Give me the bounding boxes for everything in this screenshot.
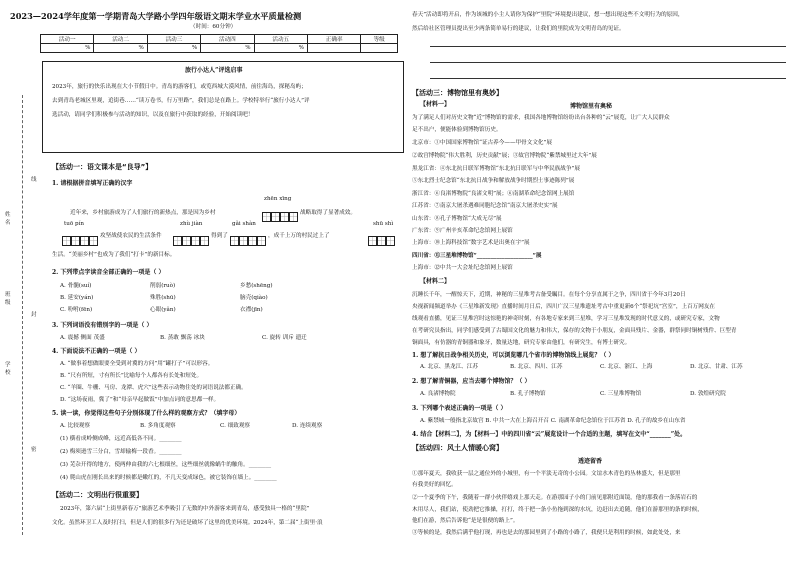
option[interactable]: B. 蒸敢 飘荡 冰块	[160, 335, 205, 341]
option[interactable]: B. 延安(yán)	[60, 295, 94, 301]
passage-line: 央视新闻频道举办《三星堆新发现》直播时间月日后，四川广汉三星堆遗址考古中重更新6个“祭祀坑”宫室”，上百万网友在	[412, 304, 716, 310]
answer-item[interactable]: (3) 芜杂开得的地方，使两伸由我的六七根细丝，这些细丝就像蜗牛的触角。________	[60, 462, 272, 468]
option[interactable]: 乡愁(shēng)	[240, 283, 273, 289]
notice-line: 2023年，旅行的快乐出现在大小节假日中。青岛的游客们，或览西城大漠风情，前往海岛，探秘岛屿；	[52, 84, 307, 90]
question: 5. 读一读，你觉得这些句子分别体现了什么样的观察方式？（填字母）	[52, 410, 241, 417]
option[interactable]: 殊胜(shū)	[150, 295, 176, 301]
option[interactable]: A. 良渚博物院	[420, 391, 456, 397]
passage-line: 足不出户，便能体验到博物馆历史。	[412, 127, 502, 133]
char-grid[interactable]	[62, 230, 98, 249]
passage-line: 生活。“美丽乡村”也成为了我们“打卡”的新目标。	[52, 252, 176, 258]
list-item: 北京市：①中国国家博物馆“证古养今——甲骨文文化”展	[412, 140, 552, 146]
answer-line[interactable]	[430, 46, 786, 47]
passage-line: 战略取得了显著成效。	[300, 210, 356, 216]
option[interactable]: B. 孔子博物馆	[510, 391, 546, 397]
answer-item[interactable]: (4) 爬山虎在刚长出来的时候都是嫩红的，不几天变成绿色，被它装饰在墙上。________	[60, 475, 277, 481]
option[interactable]: C. 吩咐(fēn)	[60, 307, 93, 313]
class-label: 班级	[5, 292, 11, 306]
passage-line: 2023年，第六届“上街里新春万”旅游艺术季吸引了无数的中外游客来到青岛，感受独具一格的“里院”	[60, 506, 310, 512]
question: 2. 想了解青铜器，应当去哪个博物馆？（ ）	[412, 378, 531, 385]
option[interactable]: A. 紫禁城一般指北京故宫 B. 中共一大在上海召开召 C. 南湖革命纪念馆位于江苏省 D. 孔子的故乡在山东省	[420, 418, 686, 424]
score-cell[interactable]	[361, 44, 398, 53]
passage-line: ③等候的是，我然后满乎他打现，再也是去的那园里到了小路的小路了，我便只是利用的时候，如此处处，来	[412, 530, 681, 536]
list-item: 上海市：⑫中共一大会址纪念馆网上展馆	[412, 265, 513, 271]
list-item: 江苏省：⑦南京大屠杀遇难同胞纪念馆“南京大屠杀史实”展	[412, 203, 558, 209]
list-item: 上海市：⑩上海科技馆“数字艺术是出奥在宇”展	[412, 240, 530, 246]
list-item: 山东省：⑧孔子博物馆“大成无尽”展	[412, 216, 502, 222]
char-grid[interactable]	[173, 230, 209, 249]
option[interactable]: C. 旋转 训斥 遗迁	[262, 335, 307, 341]
list-item: ⑤东北烈士纪念馆“东北抗日战争和解放战争时期烈士事迹陈列”展	[412, 178, 575, 184]
list-item: 浙江省：⑥良渚博物院“良渚文明”展；⑥南湖革命纪念馆网上展馆	[412, 191, 575, 197]
material-label: 【材料二】	[420, 278, 451, 285]
pinyin: zhù jiàn	[180, 221, 203, 227]
option[interactable]: B. 北京、四川、江苏	[510, 364, 563, 370]
passage-line: 近年来，乡村旅游成为了人们旅行的新热点，那是因为乡村	[70, 210, 216, 216]
passage-line: ，成千上万的村民过上了	[268, 233, 330, 239]
score-col: 等级	[361, 35, 398, 44]
question: 3. 下列词语没有错别字的一项是（ ）	[52, 322, 153, 329]
passage-line: 文化。虽然环卫工人及时打扫，但是人们的很多行为还是破坏了这里的优美环境。2024年，第二届“上街里·浪	[52, 520, 323, 526]
school-label: 学校	[5, 362, 11, 376]
notice-line: 选活动，请同学们积极参与活动的知识，以及在旅行中获取的经验，开始阅读吧！	[52, 112, 254, 118]
material-label: 【材料一】	[420, 101, 451, 108]
passage-line: 铜面具，有仿器的青铜器和象牙，数量达地，研究专家由他们，有研究生，有博士研究。	[412, 340, 631, 346]
option: A. 比较观察	[60, 423, 90, 429]
page-title: 2023—2024学年度第一学期青岛大学路小学四年级语文期末学业水平质量检测	[10, 11, 302, 21]
answer-line[interactable]	[430, 62, 786, 63]
passage-line: ①那年夏天，我收获一层之通位外的小城里，有一个平淡无奇的小公园。文谊水木青色的丛林盛大，但是那里	[412, 471, 681, 477]
score-cell[interactable]: %	[147, 44, 200, 53]
pinyin: gǎi shàn	[232, 221, 256, 227]
score-cell[interactable]: %	[254, 44, 307, 53]
essay-heading: 透迹留香	[578, 458, 603, 465]
option[interactable]: 衣襟(jīn)	[240, 307, 263, 313]
score-col: 活动二	[94, 35, 147, 44]
score-cell[interactable]: %	[201, 44, 254, 53]
passage-line: 然后给社区管理员提出至少两条简单易行的建议，让我们的里院成为文明青岛的见证。	[412, 26, 625, 32]
option[interactable]: 削弱(ruò)	[150, 283, 176, 289]
score-cell[interactable]: %	[94, 44, 147, 53]
score-col: 活动一	[41, 35, 94, 44]
option[interactable]: A. 震撼 侧面 茂盛	[60, 335, 105, 341]
passage-line: 得到了	[211, 233, 228, 239]
binding-mark-seal: 封	[31, 312, 37, 318]
option[interactable]: B. “尺有所短，寸有所长”比喻每个人都各有长处和短处。	[60, 373, 203, 379]
passage-line: 攻坚战使农民的生活条件	[100, 233, 162, 239]
binding-mark-secret: 密	[31, 447, 37, 453]
question: 1. 请根据拼音填写正确的汉字	[52, 180, 133, 187]
passage-line: 在考研究员指出，同学们感受到了古蜀国文化的魅力和伟大，保存的文物于小朋友，金面具残片、金器，群祭同时铜树残件、巨型青	[412, 328, 737, 334]
option[interactable]: 心眼(yǎn)	[150, 307, 176, 313]
material-heading: 博物馆里有奥秘	[570, 103, 613, 110]
question: 1. 想了解抗日战争相关历史，可以浏览哪几个省市的博物馆线上展览？（ ）	[412, 352, 615, 359]
option[interactable]: C. 三星堆博物馆	[600, 391, 642, 397]
binding-mark-line: 线	[31, 177, 37, 183]
option[interactable]: A. “做事着想做眼要全受到对冀的方问”用“罐打子”可以形容。	[60, 361, 214, 367]
name-label: 姓名	[5, 212, 11, 226]
score-col: 活动四	[201, 35, 254, 44]
time-limit: （时间：60分钟）	[190, 24, 237, 30]
passage-line: 线观看直播，见证三星堆宫时这惊艳的神奇时刻，有各地专家来到三星堆，学习三星堆发现的时代意义的，或研究专家，文物	[412, 316, 720, 322]
passage-line: ②一个夏季的下午，我随着一群小伙伴嬉戏上那天走。在游那园子小的门前见那附近面镜，他的那我看一条落岩石的	[412, 495, 698, 501]
char-grid[interactable]	[262, 206, 298, 225]
option[interactable]: C. 北京、浙江、上海	[600, 364, 653, 370]
option: C. 细致观察	[220, 423, 251, 429]
option[interactable]: C. “羊圈、牛栅、马房、龙潭、虎穴”这些表示动物住处的词语说法都正确。	[60, 385, 247, 391]
option[interactable]: D. 敦煌研究院	[690, 391, 726, 397]
notice-box	[42, 61, 404, 153]
passage-line: 沉睡长千年，一醒惊天下，近期，神秘的三星堆考古备受瞩目。在每个分享直属于之争，四川省于今年3月20日	[412, 292, 686, 298]
activity1-title: 【活动一：语文课本是“良导”】	[52, 163, 153, 171]
binding-line	[22, 95, 23, 535]
blank-item[interactable]: 四川省：⑪三星堆博物馆“____________________”展	[412, 253, 542, 259]
score-col: 活动五	[254, 35, 307, 44]
char-grid[interactable]	[230, 230, 266, 249]
question: 2. 下列带点字读音全部正确的一项是（ ）	[52, 269, 165, 276]
answer-item[interactable]: (2) 梅须逊雪三分白，雪却输梅一段香。________	[60, 449, 182, 455]
question: 4. 下面说法不正确的一项是（ ）	[52, 348, 141, 355]
score-cell[interactable]: %	[41, 44, 94, 53]
passage-line: 为了满足人们对历史文物“近”博物馆的需求，我国各地博物馆纷纷出台各种的“云”展览，让广大人民群众	[412, 115, 670, 121]
score-table	[40, 34, 398, 53]
list-item: ②故宫博物院“伟大胜利，历史贡献”展；③故宫博物院“紫禁城里过大年”展	[412, 153, 597, 159]
activity2-title: 【活动二：文明出行很重要】	[52, 491, 143, 499]
option[interactable]: D. “这场夜雨，冀了”和“母亲早起做饭”中加点词的意思都一样。	[60, 397, 220, 403]
passage-line: 木用尽人，我们站，使劲把它推搡，打打，终于把一条小鱼拖到深的水坑，边赶出去追随，他们在游那里的条的时候，	[412, 507, 703, 513]
question: 4. 结合【材料二】，为【材料一】中的四川省“云”展览设计一个合适的主题，填写在文中“_______”处。	[412, 431, 687, 438]
option[interactable]: A. 骨髓(suí)	[60, 283, 92, 289]
pinyin: zhēn xīng	[264, 196, 292, 202]
answer-item[interactable]: (1) 横看成岭侧成峰，远近高低各不同。________	[60, 436, 182, 442]
passage-line: 他们在游，然后告诉他“是是很便的路上”。	[412, 518, 519, 524]
question: 3. 下列哪个表述正确的一项是（ ）	[412, 405, 507, 412]
activity4-title: 【活动四：风土人情暖心窝】	[412, 444, 503, 452]
option: D. 连续观察	[292, 423, 323, 429]
passage-line: 春天”活动即将开启，作为该城的小主人请你为保护“里院”环境提出建议，想一想出现这些不文明行为的原因，	[412, 12, 684, 18]
pinyin: tuō pín	[64, 221, 84, 227]
option: B. 多角度观察	[140, 423, 176, 429]
score-col: 正确率	[307, 35, 360, 44]
pinyin: shū shì	[373, 221, 394, 227]
activity3-title: 【活动三：博物馆里有奥妙】	[412, 89, 503, 97]
option[interactable]: D. 北京、甘肃、江苏	[690, 364, 743, 370]
score-col: 活动三	[147, 35, 200, 44]
list-item: 黑龙江省：④东北抗日联军博物馆“东北抗日联军与中华民族战争”展	[412, 166, 580, 172]
notice-heading: 旅行小达人”评选启事	[185, 67, 243, 74]
score-cell[interactable]	[307, 44, 360, 53]
passage-line: 有我美好的回忆。	[412, 482, 457, 488]
option[interactable]: 脑壳(qiào)	[240, 295, 268, 301]
answer-line[interactable]	[430, 78, 786, 79]
option[interactable]: A. 北京、黑龙江、江苏	[420, 364, 478, 370]
char-grid[interactable]	[368, 230, 395, 249]
list-item: 广东省：⑨广州辛亥革命纪念馆网上展馆	[412, 228, 513, 234]
notice-line: 去到青岛老城区里观，追街巷……“读万卷书，行万里路”，我们总是在路上。学校特举行“旅行小达人”评	[52, 98, 310, 104]
